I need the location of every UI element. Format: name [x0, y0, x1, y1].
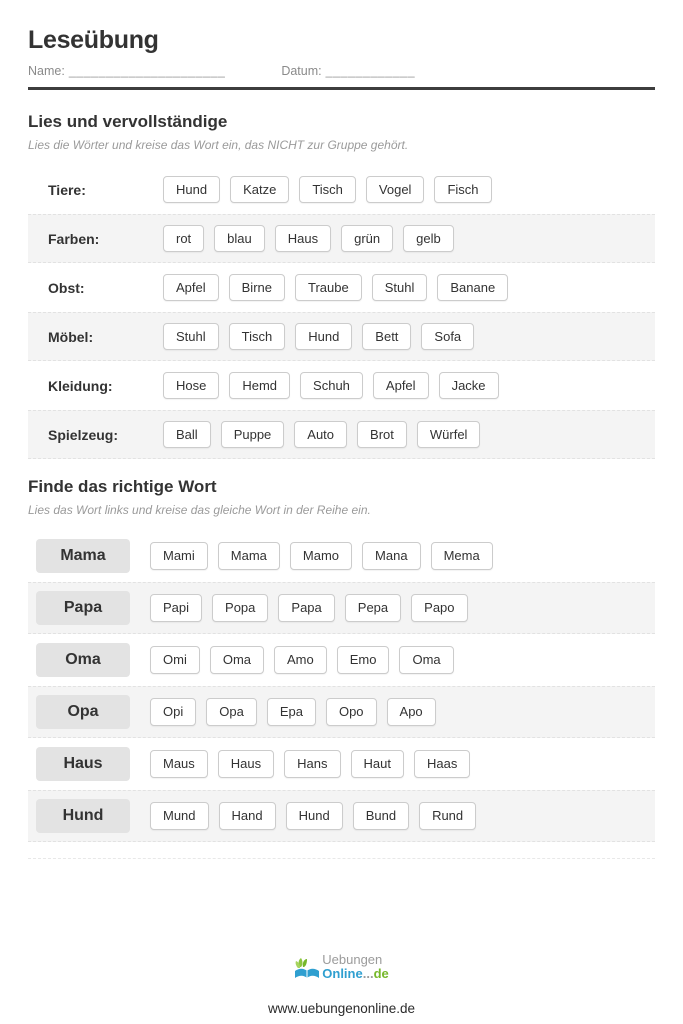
target-word: Oma — [36, 643, 130, 677]
word-option[interactable]: Apo — [387, 698, 436, 726]
word-option[interactable]: Bett — [362, 323, 411, 351]
exercise-row — [28, 361, 655, 410]
exercise-row — [28, 530, 655, 582]
target-word: Opa — [36, 695, 130, 729]
word-option[interactable]: grün — [341, 225, 393, 253]
exercise-row — [28, 214, 655, 263]
word-option[interactable]: Oma — [399, 646, 453, 674]
word-option[interactable]: Mami — [150, 542, 208, 570]
word-option[interactable]: Mema — [431, 542, 493, 570]
word-option[interactable]: Rund — [419, 802, 476, 830]
word-option[interactable]: Hund — [295, 323, 352, 351]
word-option[interactable]: Bund — [353, 802, 409, 830]
word-option[interactable]: rot — [163, 225, 204, 253]
datum-blank-line[interactable]: ____________ — [325, 64, 416, 78]
name-date-row — [28, 64, 655, 78]
exercise-row — [28, 312, 655, 361]
word-option[interactable]: Hand — [219, 802, 276, 830]
word-option[interactable]: Amo — [274, 646, 327, 674]
word-option[interactable]: Hund — [286, 802, 343, 830]
exercise-row — [28, 738, 655, 790]
section-instruction: Lies die Wörter und kreise das Wort ein, das NICHT zur Gruppe gehört. — [28, 138, 409, 152]
target-word: Mama — [36, 539, 130, 573]
word-option[interactable]: Hemd — [229, 372, 290, 400]
word-option[interactable]: Schuh — [300, 372, 363, 400]
target-word: Hund — [36, 799, 130, 833]
logo — [294, 953, 388, 990]
section-lies-und-vervollstaendige — [28, 112, 655, 459]
word-option[interactable]: Haas — [414, 750, 470, 778]
section-finde-das-richtige-wort — [28, 477, 655, 842]
category-label: Farben: — [48, 230, 100, 247]
word-option[interactable]: Apfel — [373, 372, 429, 400]
word-option[interactable]: Birne — [229, 274, 285, 302]
footer-divider — [28, 858, 655, 859]
word-option[interactable]: Traube — [295, 274, 362, 302]
word-option[interactable]: Fisch — [434, 176, 491, 204]
target-word: Haus — [36, 747, 130, 781]
logo-word-online-de: Online...de — [322, 965, 389, 981]
word-option[interactable]: Vogel — [366, 176, 425, 204]
word-option[interactable]: Puppe — [221, 421, 285, 449]
name-field — [28, 64, 225, 78]
exercise-row — [28, 410, 655, 459]
word-option[interactable]: Stuhl — [372, 274, 428, 302]
word-option[interactable]: Epa — [267, 698, 316, 726]
category-label: Spielzeug: — [48, 426, 119, 443]
page-title: Leseübung — [28, 26, 159, 54]
word-option[interactable]: Apfel — [163, 274, 219, 302]
datum-label: Datum: — [281, 64, 322, 78]
exercise-row — [28, 582, 655, 634]
word-option[interactable]: Sofa — [421, 323, 474, 351]
category-label: Tiere: — [48, 181, 86, 198]
word-option[interactable]: Pepa — [345, 594, 401, 622]
name-blank-line[interactable]: _____________________ — [68, 64, 226, 78]
section-heading: Finde das richtige Wort — [28, 477, 217, 496]
exercise-row — [28, 634, 655, 686]
exercise-rows — [28, 530, 655, 842]
word-option[interactable]: Stuhl — [163, 323, 219, 351]
word-option[interactable]: Jacke — [439, 372, 499, 400]
exercise-row — [28, 165, 655, 214]
word-option[interactable]: Popa — [212, 594, 268, 622]
word-option[interactable]: Mund — [150, 802, 209, 830]
word-option[interactable]: Haut — [351, 750, 404, 778]
word-option[interactable]: Tisch — [229, 323, 286, 351]
word-option[interactable]: Omi — [150, 646, 200, 674]
name-label: Name: — [28, 64, 65, 78]
word-option[interactable]: Papi — [150, 594, 202, 622]
category-label: Kleidung: — [48, 377, 113, 394]
header-divider — [28, 87, 655, 90]
word-option[interactable]: Würfel — [417, 421, 481, 449]
word-option[interactable]: Oma — [210, 646, 264, 674]
word-option[interactable]: Opa — [206, 698, 257, 726]
word-option[interactable]: Opi — [150, 698, 196, 726]
word-option[interactable]: blau — [214, 225, 265, 253]
footer — [0, 953, 683, 1016]
target-word: Papa — [36, 591, 130, 625]
exercise-rows — [28, 165, 655, 459]
word-option[interactable]: Hund — [163, 176, 220, 204]
word-option[interactable]: Hose — [163, 372, 219, 400]
datum-field — [281, 64, 415, 78]
word-option[interactable]: Mana — [362, 542, 421, 570]
word-option[interactable]: Hans — [284, 750, 340, 778]
word-option[interactable]: Banane — [437, 274, 508, 302]
section-instruction: Lies das Wort links und kreise das gleiche Wort in der Reihe ein. — [28, 503, 371, 517]
open-book-icon — [294, 957, 320, 990]
word-option[interactable]: Emo — [337, 646, 390, 674]
category-label: Obst: — [48, 279, 85, 296]
word-option[interactable]: Maus — [150, 750, 208, 778]
word-option[interactable]: Haus — [275, 225, 331, 253]
exercise-row — [28, 790, 655, 842]
word-option[interactable]: Katze — [230, 176, 289, 204]
section-heading: Lies und vervollständige — [28, 112, 228, 131]
word-option[interactable]: Haus — [218, 750, 274, 778]
word-option[interactable]: Ball — [163, 421, 211, 449]
word-option[interactable]: Mamo — [290, 542, 352, 570]
word-option[interactable]: Tisch — [299, 176, 356, 204]
word-option[interactable]: gelb — [403, 225, 454, 253]
word-option[interactable]: Opo — [326, 698, 377, 726]
logo-word-uebungen: Uebungen — [322, 952, 383, 967]
word-option[interactable]: Papo — [411, 594, 467, 622]
word-option[interactable]: Papa — [278, 594, 334, 622]
word-option[interactable]: Auto — [294, 421, 347, 449]
logo-text — [322, 953, 388, 980]
exercise-row — [28, 686, 655, 738]
word-option[interactable]: Mama — [218, 542, 280, 570]
site-url: www.uebungenonline.de — [267, 1001, 416, 1016]
category-label: Möbel: — [48, 328, 94, 345]
exercise-row — [28, 263, 655, 312]
word-option[interactable]: Brot — [357, 421, 407, 449]
